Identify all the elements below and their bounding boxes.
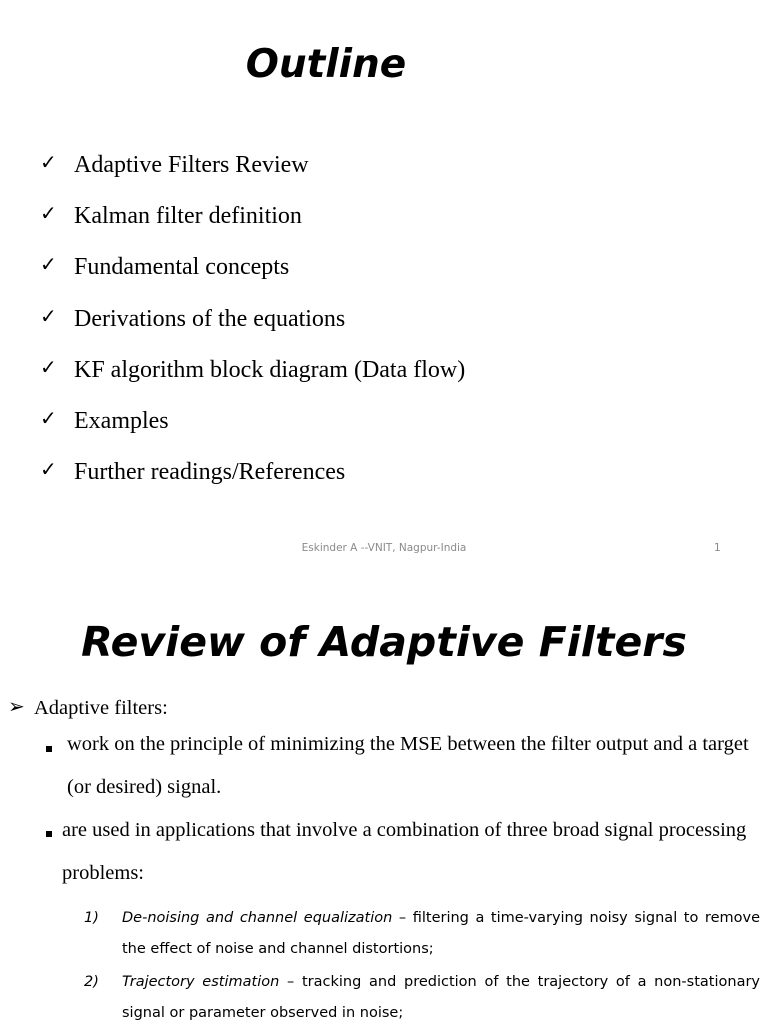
list-item-text: KF algorithm block diagram (Data flow): [74, 356, 466, 383]
list-item-text: Further readings/References: [74, 459, 346, 486]
item-description: – filtering a time-varying noisy signal to remove the effect of noise and channel distortions;: [122, 910, 760, 957]
slide-review: [0, 580, 768, 1024]
list-item-text: Examples: [74, 407, 169, 434]
list-item-text: Derivations of the equations: [74, 305, 346, 332]
slide-title: Review of Adaptive Filters: [81, 618, 687, 666]
level2-text: work on the principle of minimizing the MSE between the filter output and a target (or desired) signal.: [67, 733, 749, 798]
list-item: [40, 407, 465, 458]
level1-bullet: [8, 693, 168, 725]
list-item: [40, 458, 465, 509]
list-item: [40, 151, 465, 202]
item-body: [122, 967, 760, 1029]
page-number: 1: [714, 542, 721, 554]
item-term: Trajectory estimation: [122, 974, 280, 990]
list-item-text: Kalman filter definition: [74, 203, 302, 230]
square-bullet-icon: [46, 831, 52, 837]
list-item: [40, 253, 465, 304]
check-icon: ✓: [40, 201, 57, 226]
list-item-text: Adaptive Filters Review: [74, 152, 309, 178]
item-number: 2): [84, 974, 99, 990]
slide-footer: Eskinder A --VNIT, Nagpur-India: [301, 542, 467, 554]
slide-title: Outline: [245, 42, 407, 87]
item-number: 1): [84, 910, 99, 926]
item-description: – tracking and prediction of the trajectory of a non-stationary signal or parameter observed in noise;: [122, 974, 760, 1021]
check-icon: ✓: [40, 457, 57, 482]
check-icon: ✓: [40, 354, 57, 379]
item-body: [122, 903, 760, 965]
level1-text: Adaptive filters:: [34, 697, 168, 719]
arrow-bullet-icon: ➢: [8, 694, 25, 718]
level2-text: are used in applications that involve a combination of three broad signal processing problems:: [62, 819, 747, 884]
check-icon: ✓: [40, 405, 57, 430]
check-icon: ✓: [40, 252, 57, 277]
check-icon: ✓: [40, 303, 57, 328]
list-item-text: Fundamental concepts: [74, 254, 290, 281]
check-icon: ✓: [40, 150, 57, 174]
list-item: [40, 356, 465, 407]
square-bullet-icon: [46, 746, 52, 752]
item-term: De-noising and channel equalization: [122, 910, 393, 926]
list-item: [40, 202, 465, 253]
list-item: [40, 305, 465, 356]
outline-list: [40, 151, 465, 509]
